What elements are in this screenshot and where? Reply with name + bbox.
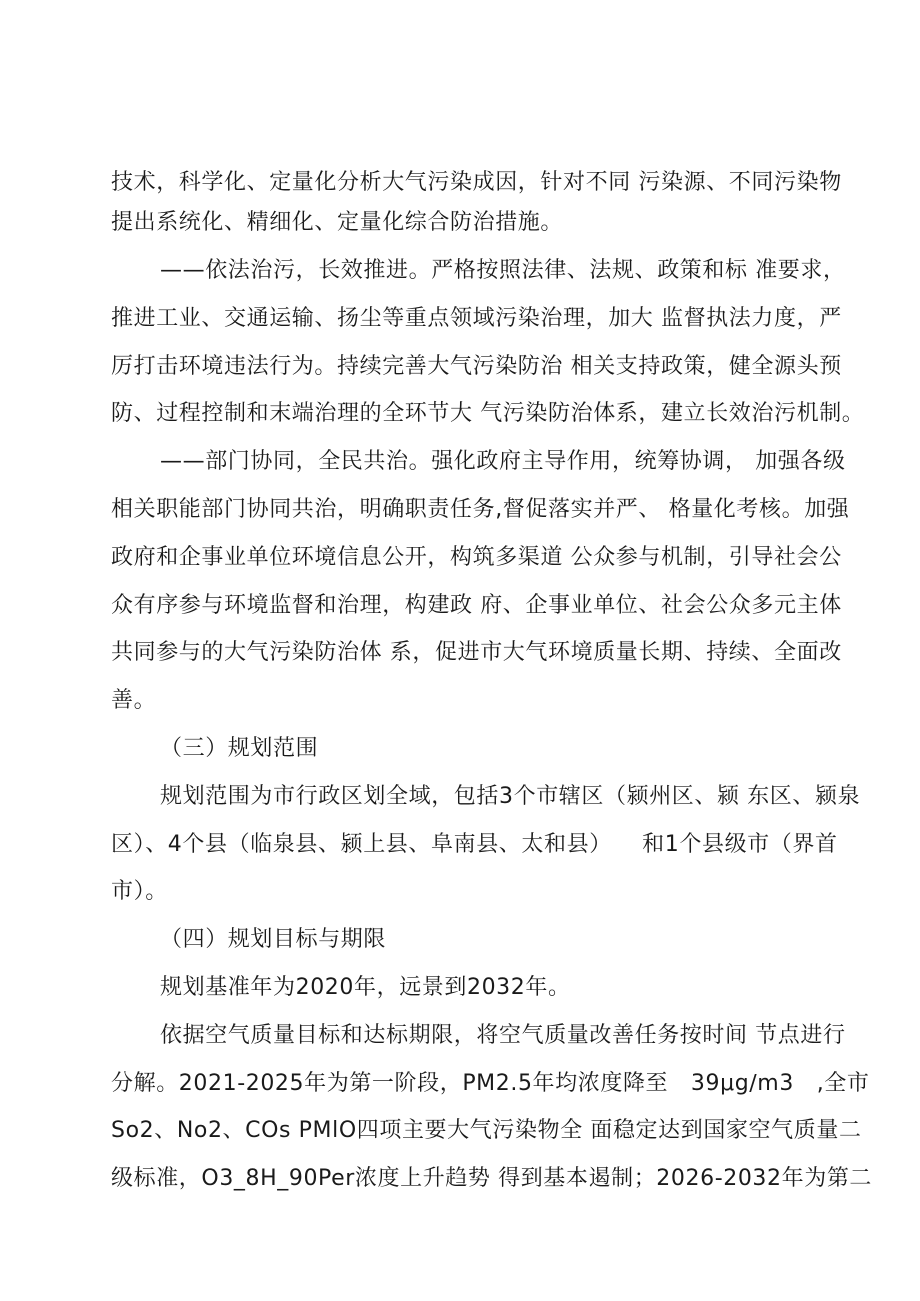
text-line-5: 厉打击环境违法行为。持续完善大气污染防治 相关支持政策，健全源头预 bbox=[111, 354, 842, 379]
text-line-22: 级标准，O3_8H_90Per浓度上升趋势 得到基本遏制；2026-2032年为第二 bbox=[111, 1166, 873, 1191]
text-line-16: 市）。 bbox=[111, 879, 168, 904]
text-line-3: ——依法治污，长效推进。严格按照法律、法规、政策和标 准要求， bbox=[160, 258, 846, 283]
text-line-18: 规划基准年为2020年，远景到2032年。 bbox=[160, 975, 571, 1000]
text-line-19: 依据空气质量目标和达标期限，将空气质量改善任务按时间 节点进行 bbox=[160, 1023, 846, 1048]
section-heading-scope: （三）规划范围 bbox=[160, 736, 319, 761]
text-line-14: 规划范围为市行政区划全域，包括3个市辖区（颍州区、颍 东区、颍泉 bbox=[160, 784, 861, 809]
text-line-8: 相关职能部门协同共治，明确职责任务,督促落实并严、 格量化考核。加强 bbox=[111, 497, 850, 522]
text-line-4: 推进工业、交通运输、扬尘等重点领域污染治理，加大 监督执法力度，严 bbox=[111, 306, 842, 331]
section-heading-targets: （四）规划目标与期限 bbox=[160, 927, 387, 952]
text-line-2: 提出系统化、精细化、定量化综合防治措施。 bbox=[111, 210, 564, 235]
text-line-12: 善。 bbox=[111, 688, 157, 713]
text-line-15: 区）、4个县（临泉县、颍上县、阜南县、太和县） 和1个县级市（界首 bbox=[111, 832, 838, 857]
text-line-6: 防、过程控制和末端治理的全环节大 气污染防治体系，建立长效治污机制。 bbox=[111, 401, 865, 426]
text-line-11: 共同参与的大气污染防治体 系，促进市大气环境质量长期、持续、全面改 bbox=[111, 640, 842, 665]
text-line-21: So2、No2、COs PMlO四项主要大气污染物全 面稳定达到国家空气质量二 bbox=[111, 1118, 862, 1143]
text-line-20: 分解。2021-2025年为第一阶段，PM2.5年均浓度降至 39μg∕m3 ,全市 bbox=[111, 1071, 870, 1096]
text-line-7: ——部门协同，全民共治。强化政府主导作用，统筹协调， 加强各级 bbox=[160, 449, 846, 474]
text-line-9: 政府和企事业单位环境信息公开，构筑多渠道 公众参与机制，引导社会公 bbox=[111, 545, 842, 570]
text-line-1: 技术，科学化、定量化分析大气污染成因，针对不同 污染源、不同污染物 bbox=[111, 170, 842, 195]
text-line-10: 众有序参与环境监督和治理，构建政 府、企事业单位、社会公众多元主体 bbox=[111, 593, 842, 618]
